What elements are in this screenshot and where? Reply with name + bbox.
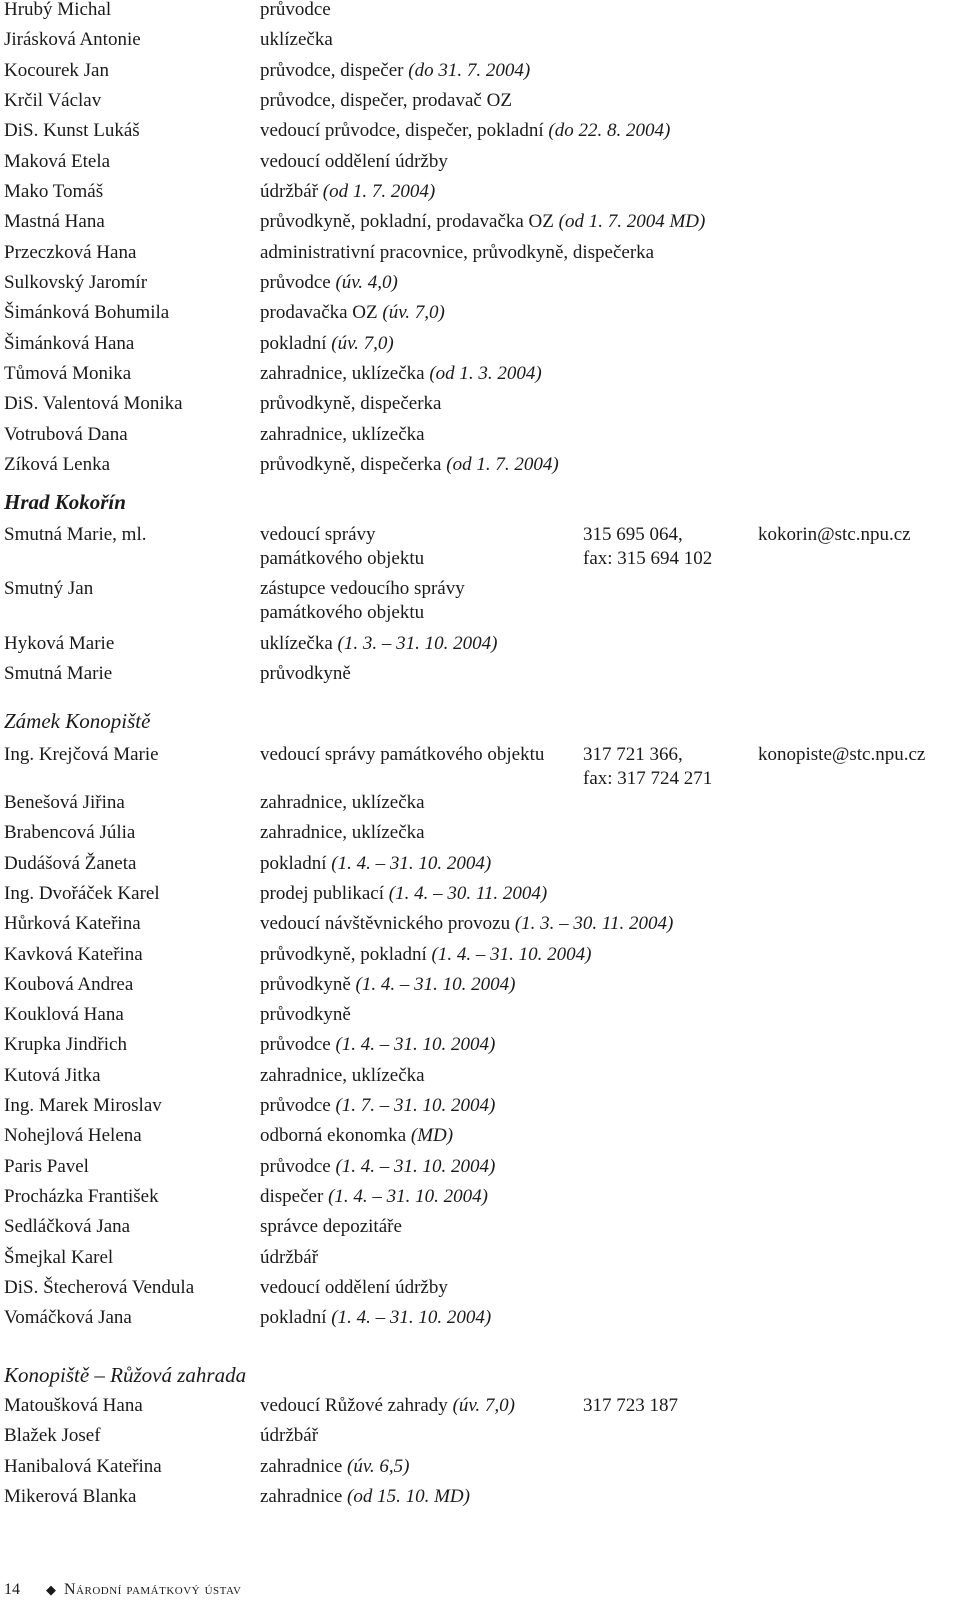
section-heading-kokorin: Hrad Kokořín: [4, 490, 126, 514]
person-name: Šimánková Hana: [4, 333, 135, 354]
person-role: zahradnice, uklízečka: [260, 424, 425, 445]
person-role-cell: [260, 420, 425, 450]
person-name: Ing. Marek Miroslav: [4, 1095, 162, 1116]
person-note: (1. 7. – 31. 10. 2004): [330, 1095, 496, 1116]
person-role-cell: [260, 1000, 351, 1030]
person-role: průvodkyně: [260, 1004, 351, 1026]
section-heading-konopiste: Zámek Konopiště: [4, 709, 151, 733]
person-role-continued: památkového objektu: [260, 602, 425, 623]
person-name: Nohejlová Helena: [4, 1125, 142, 1147]
person-note: (1. 3. – 31. 10. 2004): [332, 633, 498, 654]
person-role-cell: [260, 909, 673, 939]
person-role-continued: památkového objektu: [260, 548, 425, 569]
person-role-cell: [260, 116, 670, 146]
person-name: DiS. Kunst Lukáš: [4, 120, 140, 141]
person-role-cell: [260, 450, 559, 480]
person-name: Przeczková Hana: [4, 242, 137, 263]
person-role: vedoucí Růžové zahrady: [260, 1395, 448, 1416]
person-role: vedoucí průvodce, dispečer, pokladní: [260, 120, 544, 141]
person-role: vedoucí správy: [260, 524, 376, 545]
person-role-cell: [260, 1061, 425, 1091]
person-role-cell: [260, 940, 591, 970]
person-role-cell: [260, 970, 515, 1000]
person-name: Kocourek Jan: [4, 60, 109, 81]
person-role-cell: [260, 740, 544, 770]
person-note: (úv. 6,5): [342, 1455, 410, 1477]
phone-number: 317 721 366,: [583, 744, 683, 765]
person-name: Blažek Josef: [4, 1425, 101, 1446]
person-name: Krčil Václav: [4, 90, 102, 111]
person-role-cell: [260, 1273, 448, 1303]
person-note: (1. 4. – 31. 10. 2004): [326, 852, 492, 874]
person-role-cell: [260, 207, 705, 237]
person-role: průvodkyně, dispečerka: [260, 393, 442, 414]
person-role-cell: [260, 359, 542, 389]
person-role: údržbář: [260, 1425, 319, 1446]
section-heading-ruzova-zahrada: Konopiště – Růžová zahrada: [4, 1363, 247, 1387]
person-name: Procházka František: [4, 1185, 159, 1207]
person-role-cell: [260, 1482, 470, 1512]
person-name: Ing. Krejčová Marie: [4, 744, 159, 765]
page-footer: [4, 1580, 241, 1600]
person-role: zahradnice: [260, 1455, 343, 1477]
person-role-cell: [260, 1212, 402, 1242]
person-name: Votrubová Dana: [4, 424, 128, 445]
person-name: Tůmová Monika: [4, 363, 132, 384]
person-role-cell: [260, 25, 333, 55]
person-role: administrativní pracovnice, průvodkyně, dispečerka: [260, 242, 655, 263]
person-note: (úv. 7,0): [377, 302, 445, 323]
person-role: vedoucí návštěvnického provozu: [260, 913, 511, 935]
person-note: (1. 4. – 31. 10. 2004): [323, 1185, 488, 1207]
email-address: kokorin@stc.npu.cz: [758, 524, 911, 545]
person-note: (1. 4. – 31. 10. 2004): [426, 943, 592, 965]
person-name: Zíková Lenka: [4, 454, 111, 475]
person-role-cell: [260, 1121, 453, 1151]
person-role: uklízečka: [260, 29, 333, 50]
person-name: Sedláčková Jana: [4, 1216, 131, 1238]
person-role-cell: [260, 1030, 495, 1060]
person-role: průvodkyně, pokladní, prodavačka OZ: [260, 211, 554, 232]
person-role-cell: [260, 1452, 409, 1482]
person-note: (1. 4. – 30. 11. 2004): [384, 882, 548, 904]
person-role-cell: [260, 1303, 491, 1333]
person-name: Brabencová Júlia: [4, 822, 136, 844]
person-name: Jirásková Antonie: [4, 29, 141, 50]
person-note: (od 15. 10. MD): [342, 1486, 470, 1507]
person-name: Hůrková Kateřina: [4, 913, 141, 935]
person-role: pokladní: [260, 1307, 327, 1329]
person-role: průvodce, dispečer: [260, 60, 404, 81]
person-role: pokladní: [260, 333, 327, 354]
person-note: (MD): [406, 1125, 454, 1147]
person-role-cell: [260, 56, 530, 86]
phone-number: 315 695 064,: [583, 524, 683, 545]
person-role-cell: [260, 1421, 318, 1451]
person-name: Kouklová Hana: [4, 1004, 124, 1026]
person-role: průvodce: [260, 1095, 331, 1116]
person-name: Matoušková Hana: [4, 1395, 143, 1416]
person-role-cell: [260, 268, 398, 298]
person-role-cell: [260, 629, 497, 659]
person-role: uklízečka: [260, 633, 333, 654]
person-name: Šimánková Bohumila: [4, 302, 170, 323]
person-role-cell: [260, 788, 425, 818]
person-name: Krupka Jindřich: [4, 1034, 127, 1056]
person-role-cell: [260, 177, 435, 207]
person-name: Šmejkal Karel: [4, 1246, 114, 1268]
person-role: průvodce, dispečer, prodavač OZ: [260, 90, 512, 111]
person-role-cell: [260, 389, 442, 419]
person-note: (úv. 7,0): [447, 1395, 515, 1416]
person-note: (od 1. 7. 2004 MD): [553, 211, 706, 232]
person-role: pokladní: [260, 852, 327, 874]
person-name: Smutná Marie: [4, 663, 113, 684]
person-note: (do 22. 8. 2004): [543, 120, 671, 141]
person-name: DiS. Valentová Monika: [4, 393, 183, 414]
person-role-cell: [260, 1152, 495, 1182]
person-role-cell: [260, 879, 547, 909]
person-note: (1. 4. – 31. 10. 2004): [330, 1034, 496, 1056]
person-role: průvodkyně, pokladní: [260, 943, 427, 965]
person-role: vedoucí oddělení údržby: [260, 151, 448, 172]
person-role-cell: [260, 147, 448, 177]
fax-number: fax: 317 724 271: [583, 768, 713, 789]
person-name: Smutný Jan: [4, 578, 94, 599]
person-role: dispečer: [260, 1185, 324, 1207]
person-role: průvodce: [260, 0, 331, 20]
email-address: konopiste@stc.npu.cz: [758, 744, 926, 765]
person-role: údržbář: [260, 181, 319, 202]
person-role-cell: [260, 1243, 318, 1273]
person-name: Smutná Marie, ml.: [4, 524, 147, 545]
person-name: Vomáčková Jana: [4, 1307, 132, 1329]
person-name: Paris Pavel: [4, 1155, 89, 1177]
person-role-cell: [260, 1182, 488, 1212]
person-note: (od 1. 7. 2004): [441, 454, 559, 475]
person-role-cell: [260, 238, 654, 268]
person-role: zahradnice, uklízečka: [260, 822, 425, 844]
person-name: Hyková Marie: [4, 633, 115, 654]
person-name: Dudášová Žaneta: [4, 852, 137, 874]
person-role: průvodce: [260, 1034, 331, 1056]
person-role: průvodkyně: [260, 973, 351, 995]
person-note: (1. 4. – 31. 10. 2004): [330, 1155, 496, 1177]
person-name: Ing. Dvořáček Karel: [4, 882, 160, 904]
person-role-cell: [260, 1391, 515, 1421]
diamond-icon: ◆: [46, 1582, 56, 1597]
person-note: (1. 3. – 30. 11. 2004): [510, 913, 674, 935]
page-number: 14: [4, 1581, 20, 1598]
person-note: (úv. 4,0): [330, 272, 398, 293]
person-name: Mastná Hana: [4, 211, 105, 232]
person-role: vedoucí oddělení údržby: [260, 1276, 448, 1298]
person-role: průvodkyně: [260, 663, 351, 684]
person-note: (od 1. 7. 2004): [318, 181, 436, 202]
person-role: průvodce: [260, 1155, 331, 1177]
person-role: údržbář: [260, 1246, 319, 1268]
person-role-cell: [260, 298, 445, 328]
person-name: Kutová Jitka: [4, 1064, 101, 1086]
publisher-name: Národní památkový ústav: [64, 1581, 242, 1598]
person-name: Mako Tomáš: [4, 181, 104, 202]
person-note: (od 1. 3. 2004): [424, 363, 542, 384]
person-role: zahradnice, uklízečka: [260, 1064, 425, 1086]
person-role: průvodkyně, dispečerka: [260, 454, 442, 475]
person-name: Hrubý Michal: [4, 0, 112, 20]
person-role-cell: [260, 818, 425, 848]
person-role: vedoucí správy památkového objektu: [260, 744, 545, 765]
person-note: (úv. 7,0): [326, 333, 394, 354]
person-role-cell: [260, 1091, 495, 1121]
person-name: Benešová Jiřina: [4, 792, 125, 813]
person-name: Hanibalová Kateřina: [4, 1455, 162, 1477]
person-role: zahradnice, uklízečka: [260, 363, 425, 384]
person-name: Mikerová Blanka: [4, 1486, 137, 1507]
person-role: zahradnice: [260, 1486, 343, 1507]
person-name: Sulkovský Jaromír: [4, 272, 148, 293]
fax-number: fax: 315 694 102: [583, 548, 713, 569]
phone-number: 317 723 187: [583, 1395, 678, 1416]
person-role: správce depozitáře: [260, 1216, 402, 1238]
person-role: odborná ekonomka: [260, 1125, 407, 1147]
person-note: (1. 4. – 31. 10. 2004): [350, 973, 516, 995]
person-note: (1. 4. – 31. 10. 2004): [326, 1307, 492, 1329]
person-name: Koubová Andrea: [4, 973, 134, 995]
person-role-cell: [260, 86, 512, 116]
person-note: (do 31. 7. 2004): [403, 60, 531, 81]
person-role-cell: [260, 0, 331, 25]
person-role: prodej publikací: [260, 882, 384, 904]
person-role: prodavačka OZ: [260, 302, 378, 323]
person-role: zástupce vedoucího správy: [260, 578, 465, 599]
person-role: zahradnice, uklízečka: [260, 792, 425, 813]
person-role: průvodce: [260, 272, 331, 293]
person-role-cell: [260, 329, 394, 359]
person-name: Kavková Kateřina: [4, 943, 143, 965]
person-role-cell: [260, 659, 351, 689]
person-name: DiS. Štecherová Vendula: [4, 1276, 195, 1298]
person-name: Maková Etela: [4, 151, 111, 172]
person-role-cell: [260, 849, 491, 879]
